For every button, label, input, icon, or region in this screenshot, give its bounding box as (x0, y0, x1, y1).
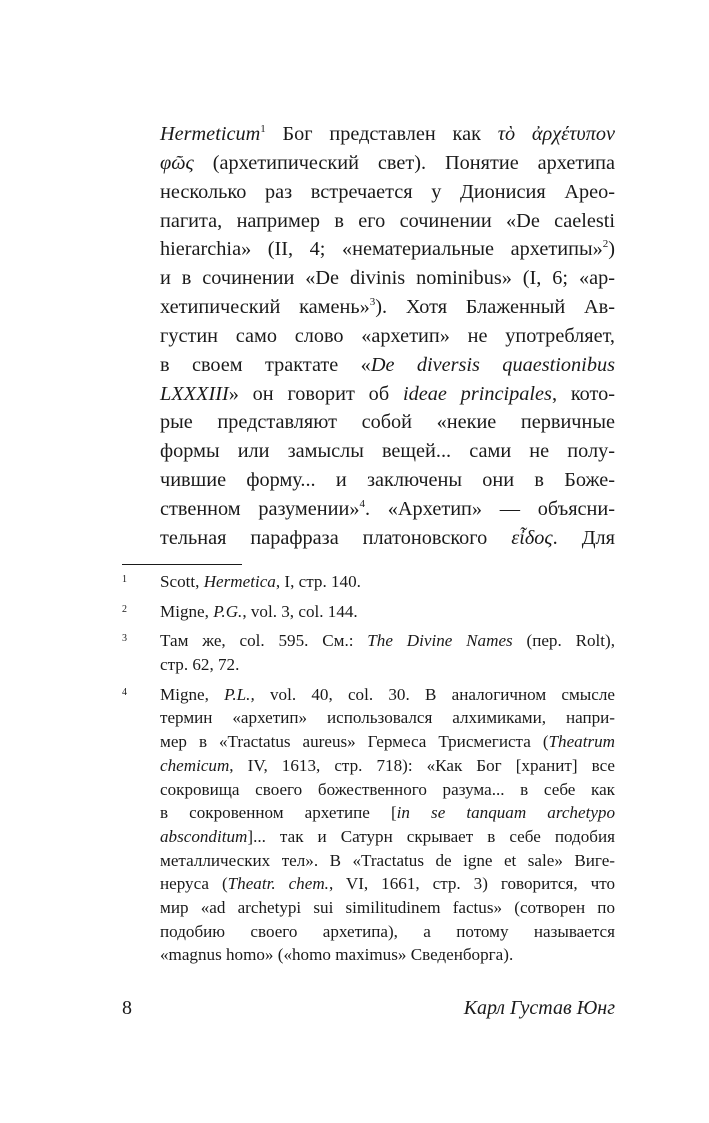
text-segment: в сокровенном архетипе [ (160, 803, 397, 823)
text-segment: ]... так и Сатурн скрывает в себе подобия (247, 826, 615, 846)
text-line (160, 801, 615, 825)
text-segment: мир «ad archetypi sui similitudinem factus» (сотворен по (160, 897, 615, 917)
text-line (160, 896, 615, 920)
footnote-item (122, 629, 615, 676)
text-segment: густин само слово «архетип» не употребляет, (160, 324, 615, 347)
text-segment: . «Архетип» — объясни- (364, 497, 615, 520)
footnote-number: 1 (122, 574, 127, 585)
text-segment: формы или замыслы вещей... сами не полу- (160, 440, 615, 463)
italic-segment: τὸ ἀρχέτυπον (497, 123, 615, 145)
italic-segment: Hermeticum (160, 123, 261, 145)
text-line (160, 849, 615, 873)
text-segment: Scott, (160, 572, 204, 591)
text-line (160, 351, 615, 380)
text-line (160, 683, 615, 707)
text-segment: термин «архетип» использовался алхимиками, напри- (160, 708, 615, 728)
text-segment: . Для (552, 526, 615, 549)
italic-segment: The Divine Names (367, 631, 513, 651)
italic-segment: chemicum (160, 755, 230, 775)
footnote-item (122, 570, 615, 594)
text-segment: «magnus homo» («homo maximus» Сведенборга). (160, 945, 514, 965)
text-segment: » он говорит об (228, 382, 403, 405)
italic-segment: φῶς (160, 151, 194, 174)
text-line (160, 380, 615, 409)
text-line (160, 570, 615, 594)
text-segment: , vol. 3, col. 144. (242, 601, 358, 621)
text-line (160, 149, 615, 178)
text-line (160, 754, 615, 778)
italic-segment: De diversis quaestionibus (370, 353, 615, 376)
footnote-reference: 3 (369, 296, 376, 309)
text-segment: ) (608, 238, 615, 261)
footnotes (122, 570, 615, 973)
italic-segment: Theatrum (548, 732, 615, 752)
text-line (160, 825, 615, 849)
footnote-divider (122, 564, 242, 565)
text-segment: , кото- (551, 382, 616, 405)
text-line (160, 730, 615, 754)
text-line (160, 235, 615, 264)
text-segment: Там же, col. 595. См.: (160, 631, 368, 651)
text-line (160, 778, 615, 802)
text-line (160, 629, 615, 653)
italic-segment: P.G. (213, 601, 243, 621)
footnote-number: 3 (122, 633, 127, 645)
italic-segment: LXXXIII (160, 382, 229, 405)
text-segment: hierarchia» (II, 4; «нематериальные архетипы» (160, 238, 603, 261)
text-segment: тельная парафраза платоновского (160, 526, 512, 549)
text-line (160, 322, 615, 351)
text-segment: сокровища своего божественного разума... в себе как (160, 779, 615, 799)
text-segment: ). Хотя Блаженный Ав- (375, 296, 615, 319)
text-segment: (архетипический свет). Понятие архетипа (193, 151, 615, 174)
text-segment: и в сочинении «De divinis nominibus» (I, 6; «ар- (160, 267, 615, 290)
text-line (160, 653, 615, 677)
text-line (160, 943, 615, 967)
text-line (160, 408, 615, 437)
text-line (160, 524, 615, 553)
footnote-reference: 1 (260, 123, 266, 135)
italic-segment: in se tanquam archetypo (396, 803, 616, 823)
italic-segment: εἶδος (511, 526, 553, 549)
italic-segment: P.L., (224, 684, 255, 704)
text-segment: , IV, 1613, стр. 718): «Как Бог [хранит] все (229, 755, 615, 775)
text-segment: неруса ( (160, 874, 228, 894)
text-line (160, 264, 615, 293)
text-segment: Migne, (160, 601, 214, 621)
text-line (160, 706, 615, 730)
italic-segment: ideae principales (402, 382, 552, 405)
footnote-number: 4 (122, 686, 127, 698)
text-line (160, 600, 615, 624)
footnote-number: 2 (122, 603, 127, 615)
text-line (160, 437, 615, 466)
text-line (160, 293, 615, 322)
text-segment: мер в «Tractatus aureus» Гермеса Трисмегиста ( (160, 732, 549, 752)
footnote-reference: 2 (602, 238, 609, 251)
running-footer-author: Карл Густав Юнг (463, 997, 615, 1019)
text-segment: в своем трактате « (160, 353, 371, 376)
text-segment: подобию своего архетипа), а потому называется (160, 921, 615, 941)
text-segment: , VI, 1661, стр. 3) говорится, что (328, 874, 615, 894)
text-line (160, 495, 615, 524)
footnote-reference: 4 (359, 497, 365, 510)
text-line (160, 872, 615, 896)
text-line (160, 120, 615, 149)
main-text (160, 120, 615, 553)
text-line (160, 178, 615, 207)
page-number: 8 (122, 997, 132, 1019)
text-segment: Бог представлен как (265, 123, 498, 145)
text-segment: пагита, например в его сочинении «De caelesti (160, 209, 615, 232)
text-segment: ственном разумении» (160, 497, 360, 520)
text-segment: металлических тел». В «Tractatus de igne et sale» Виге- (160, 850, 615, 870)
text-segment: рые представляют собой «некие первичные (160, 411, 615, 434)
text-line (160, 920, 615, 944)
footnote-item (122, 683, 615, 967)
text-segment: стр. 62, 72. (160, 655, 240, 675)
text-segment: хетипический камень» (160, 296, 370, 319)
text-segment: (пер. Rolt), (512, 631, 615, 651)
text-segment: , I, стр. 140. (275, 572, 361, 591)
italic-segment: absconditum (160, 826, 248, 846)
text-segment: vol. 40, col. 30. В аналогичном смысле (254, 684, 615, 704)
text-segment: несколько раз встречается у Дионисия Арео- (160, 180, 615, 203)
italic-segment: Hermetica (203, 572, 276, 591)
footnote-item (122, 600, 615, 624)
text-segment: чившие форму... и заключены они в Боже- (160, 469, 615, 492)
text-line (160, 207, 615, 236)
italic-segment: Theatr. chem. (227, 874, 329, 894)
text-segment: Migne, (160, 684, 225, 704)
text-line (160, 466, 615, 495)
